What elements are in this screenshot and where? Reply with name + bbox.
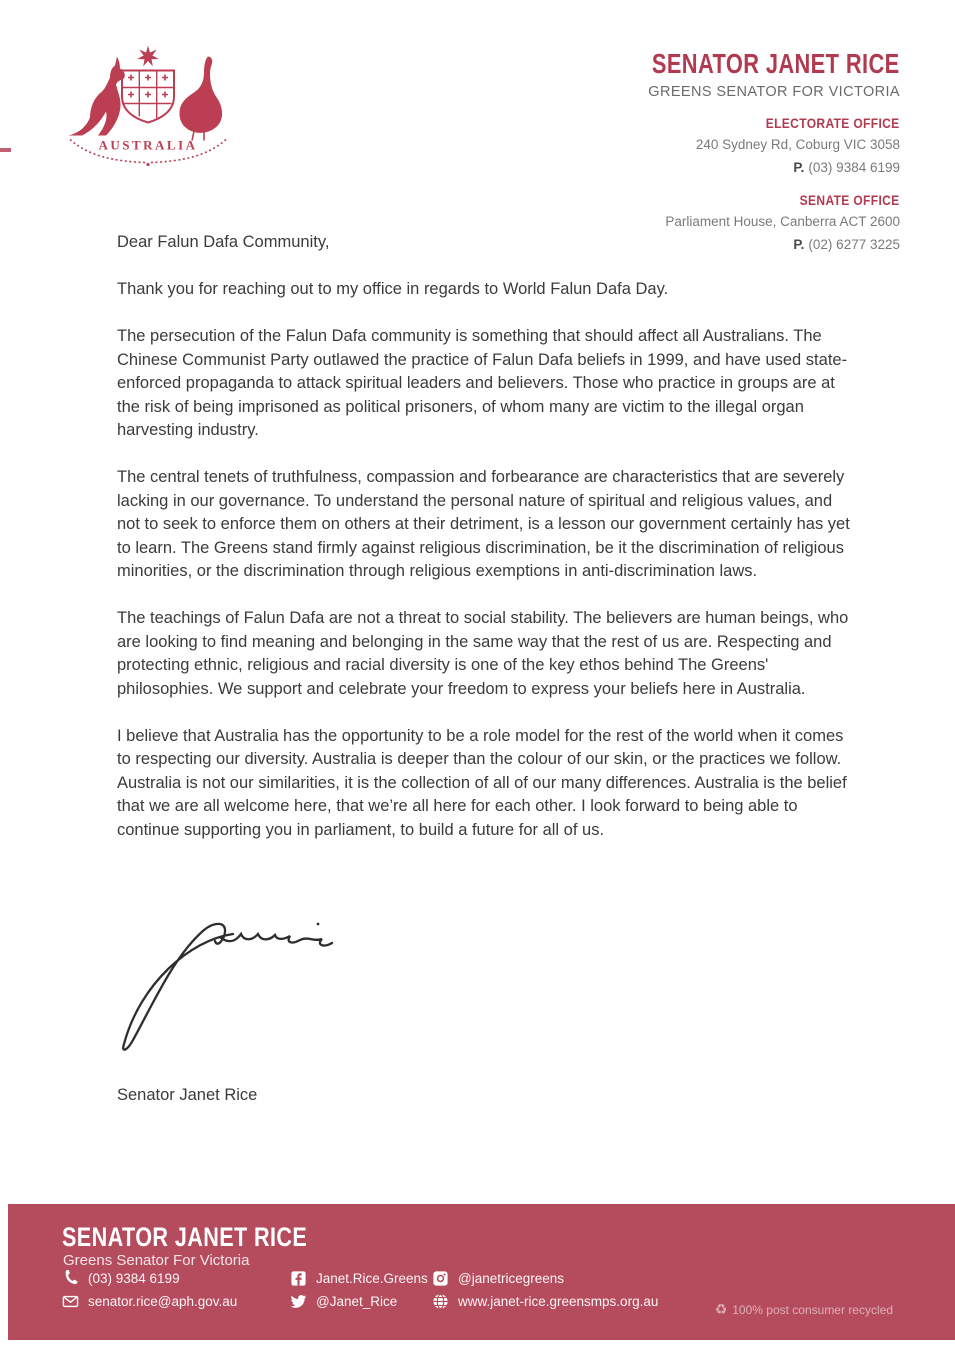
letter-paragraph: The persecution of the Falun Dafa community is something that should affect all Australians. The Chinese Communist Party outlawed the practice of Falun Dafa beliefs in 1999, and have used state-enforced propaganda to attack spiritual leaders and believers. Those who practice in groups are at the risk of being imprisoned as political prisoners, of whom many are victim to the illegal organ harvesting industry. — [117, 327, 848, 439]
emu-icon — [179, 57, 222, 133]
electorate-office-address: 240 Sydney Rd, Coburg VIC 3058 — [695, 137, 900, 152]
phone-icon — [62, 1270, 79, 1287]
letter-paragraph: The teachings of Falun Dafa are not a threat to social stability. The believers are human beings, who are looking to find meaning and belonging in the same way that the rest of us are. Respecting and protecting ethnic, religious and racial diversity is one of the key ethos behind The Greens' philosophies. We support and celebrate your freedom to express your beliefs here in Australia. — [117, 609, 849, 698]
kangaroo-icon — [68, 57, 125, 136]
footer-email: senator.rice@aph.gov.au — [62, 1290, 237, 1312]
senate-office-address: Parliament House, Canberra ACT 2600 — [665, 214, 900, 229]
footer-senator-name: SENATOR JANET RICE — [62, 1222, 308, 1252]
phone-number: (02) 6277 3225 — [808, 237, 900, 252]
letterhead — [582, 48, 900, 254]
footer-phone: (03) 9384 6199 — [62, 1267, 237, 1289]
australian-coat-of-arms — [58, 42, 238, 170]
footer-instagram: @janetricegreens — [432, 1267, 658, 1289]
letter-paragraph: I believe that Australia has the opportunity to be a role model for the rest of the world when it comes to respecting our diversity. Australia is deeper than the colour of our skin, or the practices we follow. Australia is not our similarities, it is the collection of all of our many differences. Australia is the belief that we are all welcome here, that we’re all here for each other. I look forward to being able to continue supporting you in parliament, to build a future for all of us. — [117, 726, 847, 839]
footer-website: www.janet-rice.greensmps.org.au — [432, 1290, 658, 1312]
letter-body — [117, 231, 853, 866]
footer-facebook: Janet.Rice.Greens — [290, 1267, 428, 1289]
salutation: Dear Falun Dafa Community, — [117, 233, 330, 251]
email-icon — [62, 1293, 79, 1310]
recycled-note: ♻ 100% post consumer recycled — [714, 1301, 893, 1317]
signatory-name: Senator Janet Rice — [117, 1086, 258, 1104]
electorate-office-phone — [582, 158, 900, 177]
letter-paragraph: Thank you for reaching out to my office in regards to World Falun Dafa Day. — [117, 280, 669, 298]
phone-number: (03) 9384 6199 — [808, 160, 900, 175]
scan-edge-artifact — [0, 148, 11, 152]
footer-twitter: @Janet_Rice — [290, 1290, 428, 1312]
phone-prefix: P. — [793, 237, 805, 252]
facebook-icon — [290, 1270, 307, 1287]
footer-senator-role: Greens Senator For Victoria — [63, 1252, 250, 1269]
instagram-icon — [432, 1270, 449, 1287]
letter-paragraph: The central tenets of truthfulness, compassion and forbearance are characteristics that are severely lacking in our governance. To understand the personal nature of spiritual and religious values, and not to seek to enforce them on others at their detriment, is a lesson our government certainly has yet to learn. The Greens stand firmly against religious discrimination, be it the discrimination of religious minorities, or the discrimination through religious exemptions in anti-discrimination laws. — [117, 468, 850, 580]
senate-office-label: SENATE OFFICE — [800, 192, 900, 208]
twitter-icon — [290, 1293, 307, 1310]
globe-icon — [432, 1293, 449, 1310]
recycle-icon: ♻ — [714, 1301, 728, 1317]
electorate-office-label: ELECTORATE OFFICE — [766, 115, 900, 131]
handwritten-signature — [108, 912, 438, 1062]
senator-name-heading: SENATOR JANET RICE — [652, 48, 900, 79]
phone-prefix: P. — [793, 160, 805, 175]
senator-role: GREENS SENATOR FOR VICTORIA — [648, 84, 900, 100]
footer-bar — [8, 1204, 955, 1340]
crest-country-label: AUSTRALIA — [98, 137, 198, 153]
commonwealth-star-icon — [137, 46, 158, 67]
